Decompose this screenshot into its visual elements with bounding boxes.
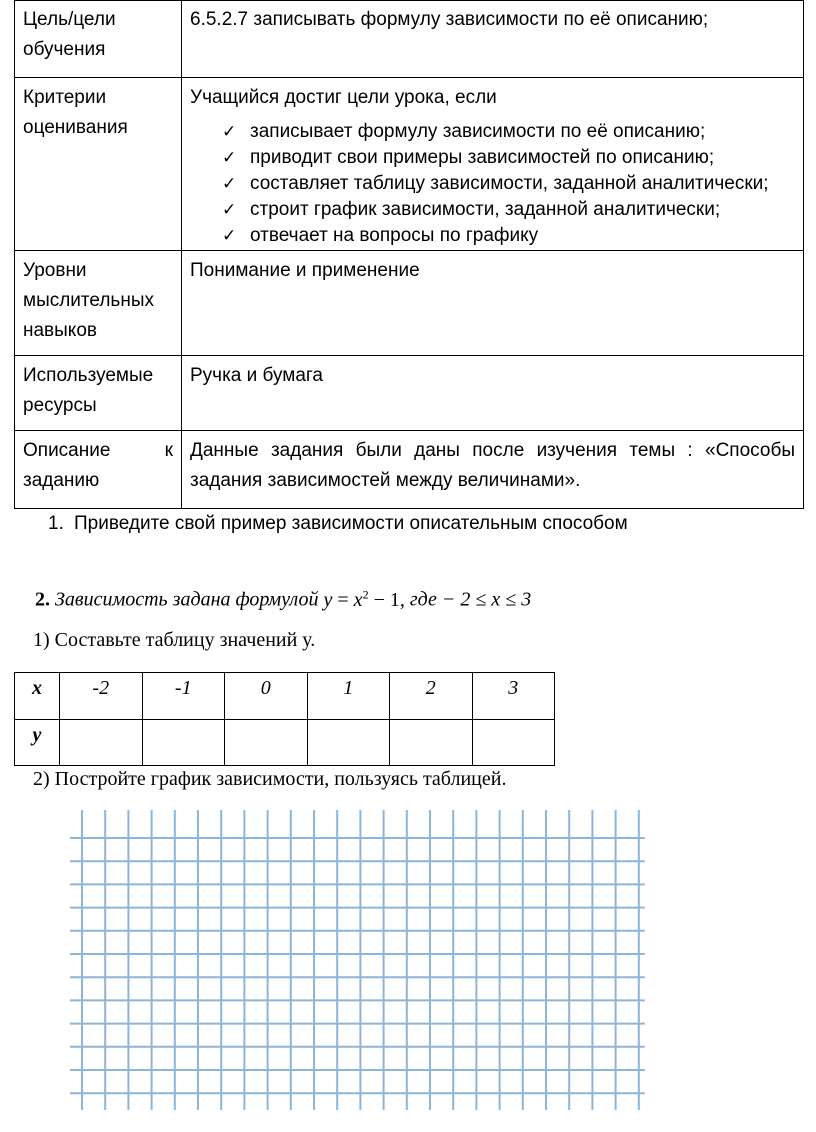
x-value: 3 [472,673,555,720]
formula-x: x [353,588,363,611]
y-value-cell[interactable] [225,720,308,766]
values-y-row [15,720,555,766]
criteria-item-text: записывает формулу зависимости по её описанию; [250,121,706,142]
task-1-number: 1. [48,513,64,534]
resources-row [15,356,804,431]
description-text: Данные задания были даны после изучения темы : «Способы задания зависимостей между величинами». [182,431,804,509]
x-value: -1 [142,673,225,720]
task-2-number: 2. [35,588,50,611]
goal-row [15,1,804,78]
y-value-cell[interactable] [307,720,390,766]
task-1-text: Приведите свой пример зависимости описательным способом [74,513,628,534]
task-2-formula [324,589,405,611]
check-icon: ✓ [222,122,237,142]
formula-exp: 2 [362,587,369,601]
criteria-item [222,119,795,145]
criteria-item [222,171,795,197]
criteria-row [15,78,804,251]
formula-eq: = [332,588,354,611]
formula-tail: − 1, [368,588,405,611]
description-label-line2: заданию [23,470,100,491]
criteria-item-text: строит график зависимости, заданной аналитически; [250,199,721,220]
criteria-label: Критерии оценивания [15,78,182,251]
check-icon: ✓ [222,174,237,194]
x-header: x [15,673,60,720]
criteria-item [222,223,795,249]
task-2 [35,580,531,614]
check-icon: ✓ [222,200,237,220]
formula-y: y [323,588,333,611]
y-value-cell[interactable] [390,720,473,766]
criteria-list [190,119,795,249]
levels-row [15,251,804,356]
criteria-item [222,197,795,223]
values-table [14,672,555,766]
x-value: 0 [225,673,308,720]
resources-label: Используемые ресурсы [15,356,182,431]
goal-text: 6.5.2.7 записывать формулу зависимости по её описанию; [182,1,804,78]
task-1 [48,510,628,538]
description-row [15,431,804,509]
task-2-where: где [409,588,437,611]
criteria-item-text: приводит свои примеры зависимостей по описанию; [250,147,715,168]
resources-text: Ручка и бумага [182,356,804,431]
levels-label: Уровни мыслительных навыков [15,251,182,356]
step-2-instruction: 2) Постройте график зависимости, пользуясь таблицей. [33,768,507,790]
lesson-info-table [14,0,804,509]
step-1-instruction: 1) Составьте таблицу значений у. [33,629,316,651]
description-label [15,431,182,509]
check-icon: ✓ [222,226,237,246]
graph-paper-grid[interactable] [60,810,645,1110]
task-2-range: − 2 ≤ x ≤ 3 [441,588,532,611]
criteria-cell [182,78,804,251]
criteria-intro: Учащийся достиг цели урока, если [190,87,497,108]
criteria-item [222,145,795,171]
task-2-lead: Зависимость задана формулой [55,588,319,611]
x-value: 2 [390,673,473,720]
y-value-cell[interactable] [60,720,143,766]
description-label-line1: Описание к [23,440,173,461]
check-icon: ✓ [222,148,237,168]
levels-text: Понимание и применение [182,251,804,356]
x-value: 1 [307,673,390,720]
y-value-cell[interactable] [472,720,555,766]
criteria-item-text: отвечает на вопросы по графику [250,225,539,246]
criteria-item-text: составляет таблицу зависимости, заданной аналитически; [250,173,769,194]
values-x-row [15,673,555,720]
x-value: -2 [60,673,143,720]
goal-label: Цель/цели обучения [15,1,182,78]
y-value-cell[interactable] [142,720,225,766]
y-header: y [15,720,60,766]
